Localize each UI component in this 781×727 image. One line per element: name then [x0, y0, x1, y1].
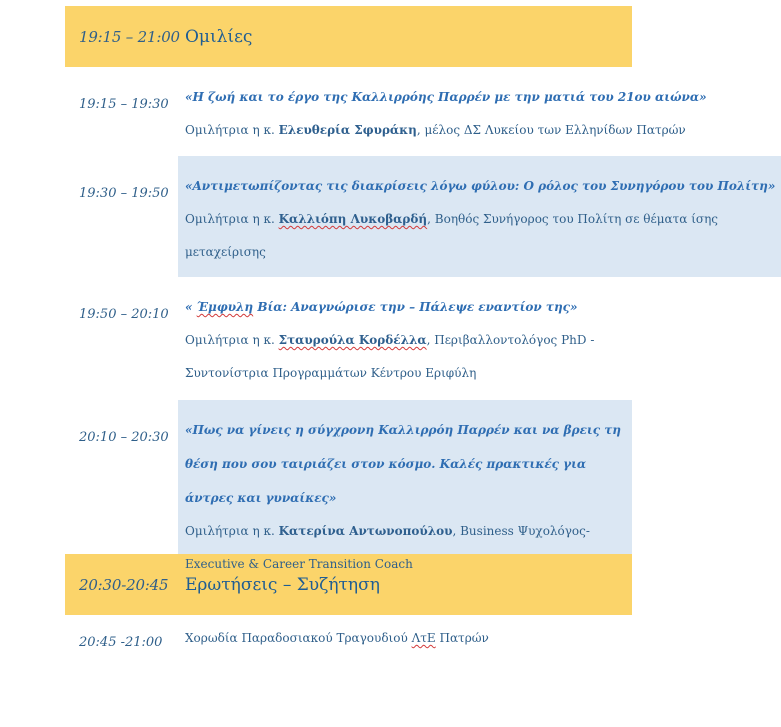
- talk-title: «Πως να γίνεις η σύγχρονη Καλλιρρόη Παρρέν και να βρεις τη θέση που σου ταιριάζει στον κόσμο. Καλές πρακτικές για άντρες και γυναίκες»: [185, 423, 622, 505]
- talk-time: 19:15 – 19:30: [79, 97, 169, 112]
- section-time: 20:30-20:45: [79, 575, 169, 594]
- closing-row: [65, 615, 632, 675]
- section-title: Ερωτήσεις – Συζήτηση: [185, 574, 380, 595]
- talk-speaker: Ομιλήτρια η κ. Σταυρούλα Κορδέλλα, Περιβαλλοντολόγος PhD - Συντονίστρια Προγραμμάτων Κέντρου Εριφύλη: [185, 333, 595, 380]
- section-header-talks: [65, 6, 632, 67]
- talk-speaker: Ομιλήτρια η κ. Κατερίνα Αντωνοπούλου, Business Ψυχολόγος-Executive & Career Transition Coach: [185, 524, 590, 571]
- talk-row: [65, 400, 632, 571]
- section-time: 19:15 – 21:00: [79, 27, 180, 46]
- talk-row: [65, 156, 776, 277]
- speaker-name: Καλλιόπη Λυκοβαρδή: [278, 212, 428, 226]
- talk-title: «Η ζωή και το έργο της Καλλιρρόης Παρρέν με την ματιά του 21ου αιώνα»: [185, 90, 707, 104]
- talk-row: [65, 277, 632, 400]
- speaker-name: Ελευθερία Σφυράκη: [278, 123, 417, 137]
- talk-row: [65, 67, 707, 156]
- talk-time: 19:30 – 19:50: [79, 186, 169, 201]
- speaker-name: Κατερίνα Αντωνοπούλου: [278, 524, 453, 538]
- talk-title: « Έμφυλη Βία: Αναγνώρισε την – Πάλεψε εναντίον της»: [185, 300, 578, 314]
- closing-time: 20:45 -21:00: [79, 635, 163, 650]
- closing-text: Χορωδία Παραδοσιακού Τραγουδιού ΛτΕ Πατρών: [185, 631, 489, 645]
- talk-title: «Αντιμετωπίζοντας τις διακρίσεις λόγω φύλου: Ο ρόλος του Συνηγόρου του Πολίτη»: [185, 179, 776, 193]
- talk-time: 20:10 – 20:30: [79, 430, 169, 445]
- program-table: [65, 6, 776, 675]
- talk-speaker: Ομιλήτρια η κ. Καλλιόπη Λυκοβαρδή, Βοηθός Συνήγορος του Πολίτη σε θέματα ίσης μεταχείρισης: [185, 212, 719, 259]
- talk-time: 19:50 – 20:10: [79, 307, 169, 322]
- section-title: Ομιλίες: [185, 26, 253, 47]
- talk-speaker: Ομιλήτρια η κ. Ελευθερία Σφυράκη, μέλος ΔΣ Λυκείου των Ελληνίδων Πατρών: [185, 123, 686, 137]
- speaker-name: Σταυρούλα Κορδέλλα: [278, 333, 427, 347]
